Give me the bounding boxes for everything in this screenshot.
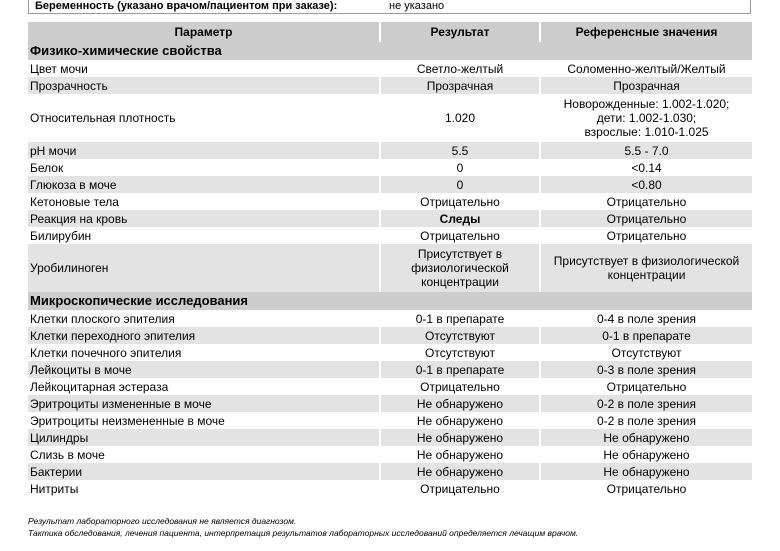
reference-cell: Отсутствуют [540,344,752,361]
column-header-reference: Референсные значения [540,22,752,42]
parameter-cell: Уробилиноген [28,244,380,292]
table-row [28,60,752,77]
reference-cell: Новорожденные: 1.002-1.020; дети: 1.002-1.030; взрослые: 1.010-1.025 [540,94,752,142]
reference-cell: 0-2 в поле зрения [540,412,752,429]
reference-cell: 5.5 - 7.0 [540,142,752,159]
result-cell: Не обнаружено [380,429,540,446]
pregnancy-label: Беременность (указано врачом/пациентом при заказе): [35,0,338,12]
result-cell: 5.5 [380,142,540,159]
reference-cell: Не обнаружено [540,446,752,463]
table-row [28,395,752,412]
table-row [28,446,752,463]
reference-cell: Отрицательно [540,227,752,244]
parameter-cell: Реакция на кровь [28,210,380,227]
table-row [28,310,752,327]
parameter-cell: Глюкоза в моче [28,176,380,193]
result-cell: Отрицательно [380,480,540,497]
table-row [28,344,752,361]
result-cell: Не обнаружено [380,412,540,429]
result-cell: 1.020 [380,94,540,142]
result-cell: Не обнаружено [380,446,540,463]
table-row [28,159,752,176]
table-row [28,77,752,94]
table-row [28,142,752,159]
section-header-row [28,42,752,60]
parameter-cell: Лейкоциты в моче [28,361,380,378]
result-cell: Отсутствуют [380,344,540,361]
table-row [28,480,752,497]
result-cell: 0-1 в препарате [380,361,540,378]
result-cell: Присутствует в физиологической концентрации [380,244,540,292]
result-cell: Следы [380,210,540,227]
table-row [28,412,752,429]
parameter-cell: Бактерии [28,463,380,480]
result-cell: Не обнаружено [380,463,540,480]
reference-cell: Отрицательно [540,210,752,227]
parameter-cell: Клетки плоского эпителия [30,311,175,326]
reference-cell: 0-1 в препарате [540,327,752,344]
results-table [28,22,752,497]
parameter-cell: Цвет мочи [30,61,88,76]
result-cell: 0-1 в препарате [380,310,540,327]
result-cell: Отсутствуют [380,327,540,344]
reference-cell: Не обнаружено [540,463,752,480]
footnote: Тактика обследования, лечения пациента, интерпретация результатов лабораторных исследований определяется лечащим врачом. [28,528,579,538]
reference-cell: 0-2 в поле зрения [540,395,752,412]
table-row [28,94,752,142]
parameter-cell: pH мочи [28,142,380,159]
parameter-cell: Белок [30,160,64,175]
result-cell: 0 [380,176,540,193]
result-cell: 0 [380,159,540,176]
pregnancy-value: не указано [389,0,445,12]
result-cell: Отрицательно [380,193,540,210]
parameter-cell: Цилиндры [28,429,380,446]
parameter-cell: Прозрачность [28,77,380,94]
table-row [28,463,752,480]
parameter-cell: Эритроциты измененные в моче [28,395,380,412]
table-row [28,176,752,193]
parameter-cell: Относительная плотность [30,111,176,125]
parameter-cell: Клетки почечного эпителия [30,345,182,360]
pregnancy-info-bar [28,0,751,14]
parameter-cell: Нитриты [30,481,79,496]
parameter-cell: Клетки переходного эпителия [28,327,380,344]
table-row [28,327,752,344]
reference-cell: Отрицательно [540,378,752,395]
table-row [28,244,752,292]
footnote: Результат лабораторного исследования не является диагнозом. [28,516,297,526]
result-cell: Светло-желтый [380,60,540,77]
reference-cell: 0-3 в поле зрения [540,361,752,378]
section-title: Физико-химические свойства [28,42,752,60]
reference-cell: Прозрачная [540,77,752,94]
table-row [28,361,752,378]
parameter-cell: Билирубин [30,228,92,243]
table-row [28,429,752,446]
results-table-body [28,42,752,497]
reference-cell: Не обнаружено [540,429,752,446]
reference-cell: 0-4 в поле зрения [540,310,752,327]
parameter-cell: Кетоновые тела [30,194,119,209]
table-row [28,378,752,395]
result-cell: Отрицательно [380,227,540,244]
table-header-row [28,22,752,42]
column-header-parameter: Параметр [28,22,380,42]
reference-cell: Соломенно-желтый/Желтый [540,60,752,77]
reference-cell: Отрицательно [540,480,752,497]
reference-cell: Присутствует в физиологической концентрации [540,244,752,292]
result-cell: Не обнаружено [380,395,540,412]
result-cell: Отрицательно [380,378,540,395]
column-header-result: Результат [380,22,540,42]
reference-cell: Отрицательно [540,193,752,210]
reference-cell: <0.80 [540,176,752,193]
footnotes [28,515,578,539]
table-row [28,210,752,227]
table-row [28,227,752,244]
table-row [28,193,752,210]
reference-cell: <0.14 [540,159,752,176]
section-header-row [28,292,752,310]
section-title: Микроскопические исследования [28,292,752,310]
result-cell: Прозрачная [380,77,540,94]
parameter-cell: Эритроциты неизмененные в моче [30,413,225,428]
parameter-cell: Слизь в моче [30,447,105,462]
parameter-cell: Лейкоцитарная эстераза [30,379,169,394]
